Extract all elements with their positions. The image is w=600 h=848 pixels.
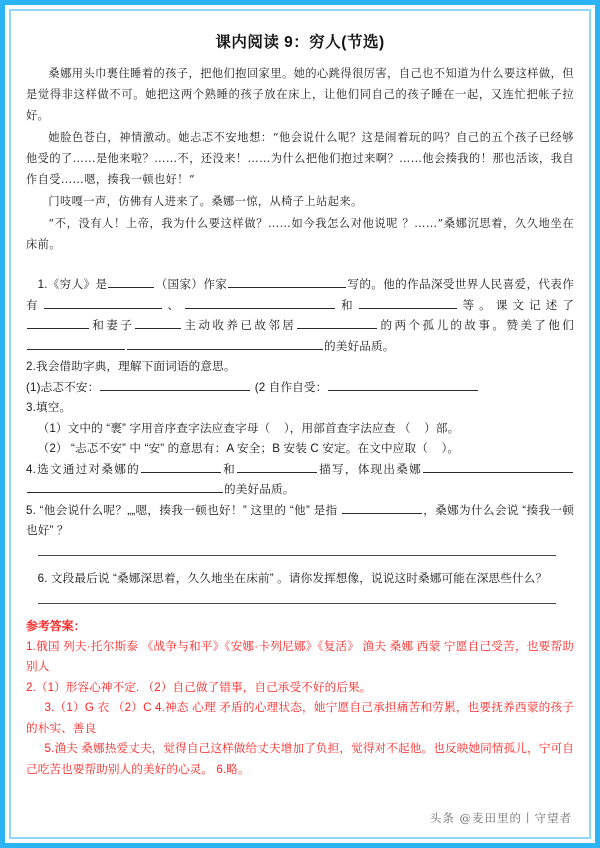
q4-blank-2[interactable] [237,460,317,473]
q4-segment: 和 [222,462,236,476]
q2-item1-label: (1)忐忑不安： [26,380,100,394]
q3-choice-slot-2[interactable] [411,422,425,435]
q1-segment: 的两个孤儿的故事。赞美了他们 [378,319,575,332]
passage-paragraph: 门吱嘎一声，仿佛有人进来了。桑娜一惊，从椅子上站起来。 [48,195,363,208]
q4-segment: 描写，体现出桑娜 [317,462,423,476]
answer-key-line: 1.俄国 列夫·托尔斯泰 《战争与和平》《安娜·卡列尼娜》《复活》 渔夫 桑娜 西蒙 宁愿自己受苦，也要帮助别人 [26,639,574,673]
spacer [26,606,574,616]
q5-blank-who[interactable] [342,501,422,514]
q1-blank-author[interactable] [228,275,346,288]
passage-paragraph: 桑娜用头巾裹住睡着的孩子，把他们抱回家里。她的心跳得很厉害，自己也不知道为什么要这样做，但是觉得非这样做不可。她把这两个熟睡的孩子放在床上，让他们同自己的孩子睡在一起，又连忙把帐子拉好。 [26,67,574,122]
q1-blank-wife[interactable] [135,316,181,329]
q5-answer-rule[interactable] [38,555,556,556]
q1-segment: 等。课文记述了 [457,298,574,312]
question-2-stem: 2.我会借助字典，理解下面词语的意思。 [26,360,236,373]
question-3-item-1 [26,419,574,440]
q1-segment: 1.《穷人》是 [37,278,108,291]
reading-passage [26,63,574,255]
q1-blank-work2[interactable] [185,296,335,309]
q2-blank-2[interactable] [328,378,478,391]
q1-segment: 和妻子 [90,319,135,332]
q1-segment: 写的。他的作品深受世界人民喜爱，代表作有 [26,278,574,312]
answer-key-heading: 参考答案： [26,619,86,633]
page-title: 课内阅读 9：穷人(节选) [215,34,385,51]
q1-segment: 的美好品质。 [324,339,395,353]
question-4 [26,460,574,501]
passage-paragraph: “不，没有人！上帝，我为什么要这样做？……如今我怎么对他说呢 ？……”桑娜沉思着，久久地坐在床前。 [26,217,574,251]
worksheet-sheet [12,12,588,836]
q1-blank-husband[interactable] [27,316,89,329]
q4-blank-3[interactable] [423,460,573,473]
q3-choice-slot-1[interactable] [270,422,284,435]
q6-answer-rule[interactable] [38,603,556,604]
q3-choice-slot-3[interactable] [428,442,442,455]
worksheet-content [12,12,588,780]
answer-key-line: 5.渔夫 桑娜热爱丈夫，觉得自己这样做给丈夫增加了负担，觉得对不起他。也反映她同情孤儿，宁可自己吃苦也要帮助别人的美好的心灵。 6.略。 [26,742,574,776]
answer-key [26,616,574,780]
q1-blank-quality-a[interactable] [27,337,125,350]
question-3-stem: 3.填空。 [26,401,72,414]
q5-segment: 5. “他会说什么呢？„„嗯，揍我一顿也好！” 这里的 “他” 是指 [26,503,338,517]
q1-segment: （国家）作家 [155,278,228,291]
question-1 [26,275,574,357]
q4-blank-1[interactable] [141,460,221,473]
question-5 [26,501,574,542]
q1-segment: 、 [162,298,185,312]
footer-watermark: 头条 @麦田里的丨守望者 [429,811,572,825]
q1-blank-neighbor[interactable] [297,316,377,329]
question-3-item-2 [26,439,574,460]
q3-item1-part-b: ），用部首查字法应查 （ [283,421,411,435]
q4-segment: 的美好品质。 [224,483,295,496]
passage-paragraph: 她脸色苍白，神情激动。她忐忑不安地想：“他会说什么呢？这是闹着玩的吗？自己的五个孩子已经够他受的了……是他来啦？……不，还没来！……为什么把他们抱过来啊？……他会揍我的！那也活该，我自作自受……嗯，揍我一顿也好！” [26,131,574,186]
q1-segment: 主动收养已故邻居 [182,319,297,332]
q3-item1-part-a: （1）文中的 “裹” 字用音序查字法应查字母（ [37,421,271,435]
question-list [26,275,574,604]
q2-item2-label: (2 自作自受： [254,380,328,394]
q3-item2-part-a: （2） “忐忑不安” 中 “安” 的意思有：A 安全；B 安装 C 安定。在文中应取（ [37,442,428,455]
question-2-items [26,378,574,399]
q5-segment: ，桑娜为什么会说 “揍我一顿也好” ？ [26,503,575,537]
q1-blank-work3[interactable] [359,296,457,309]
answer-key-line: 2.（1）形容心神不定. （2）自己做了错事，自己承受不好的后果。 [26,680,372,694]
q4-segment: 4.选文通过对桑娜的 [26,462,140,476]
q1-segment: 和 [336,298,358,312]
question-6: 6. 文段最后说 “桑娜深思着，久久地坐在床前” 。请你发挥想像，说说这时桑娜可能在深思些什么？ [37,571,548,585]
spacer [26,256,574,275]
q1-blank-work1[interactable] [44,296,162,309]
q2-blank-1[interactable] [100,378,250,391]
q3-item1-part-c: ）部。 [424,421,460,435]
q1-blank-quality-b[interactable] [127,337,323,350]
q1-blank-country[interactable] [108,275,154,288]
answer-key-line: 3.（1）G 衣 （2）C 4.神态 心理 矛盾的心理状态，她宁愿自己承担痛苦和劳累，也要抚养西蒙的孩子的朴实、善良 [26,701,574,735]
q4-blank-4[interactable] [27,480,223,493]
q3-item2-part-b: ）。 [441,442,460,455]
